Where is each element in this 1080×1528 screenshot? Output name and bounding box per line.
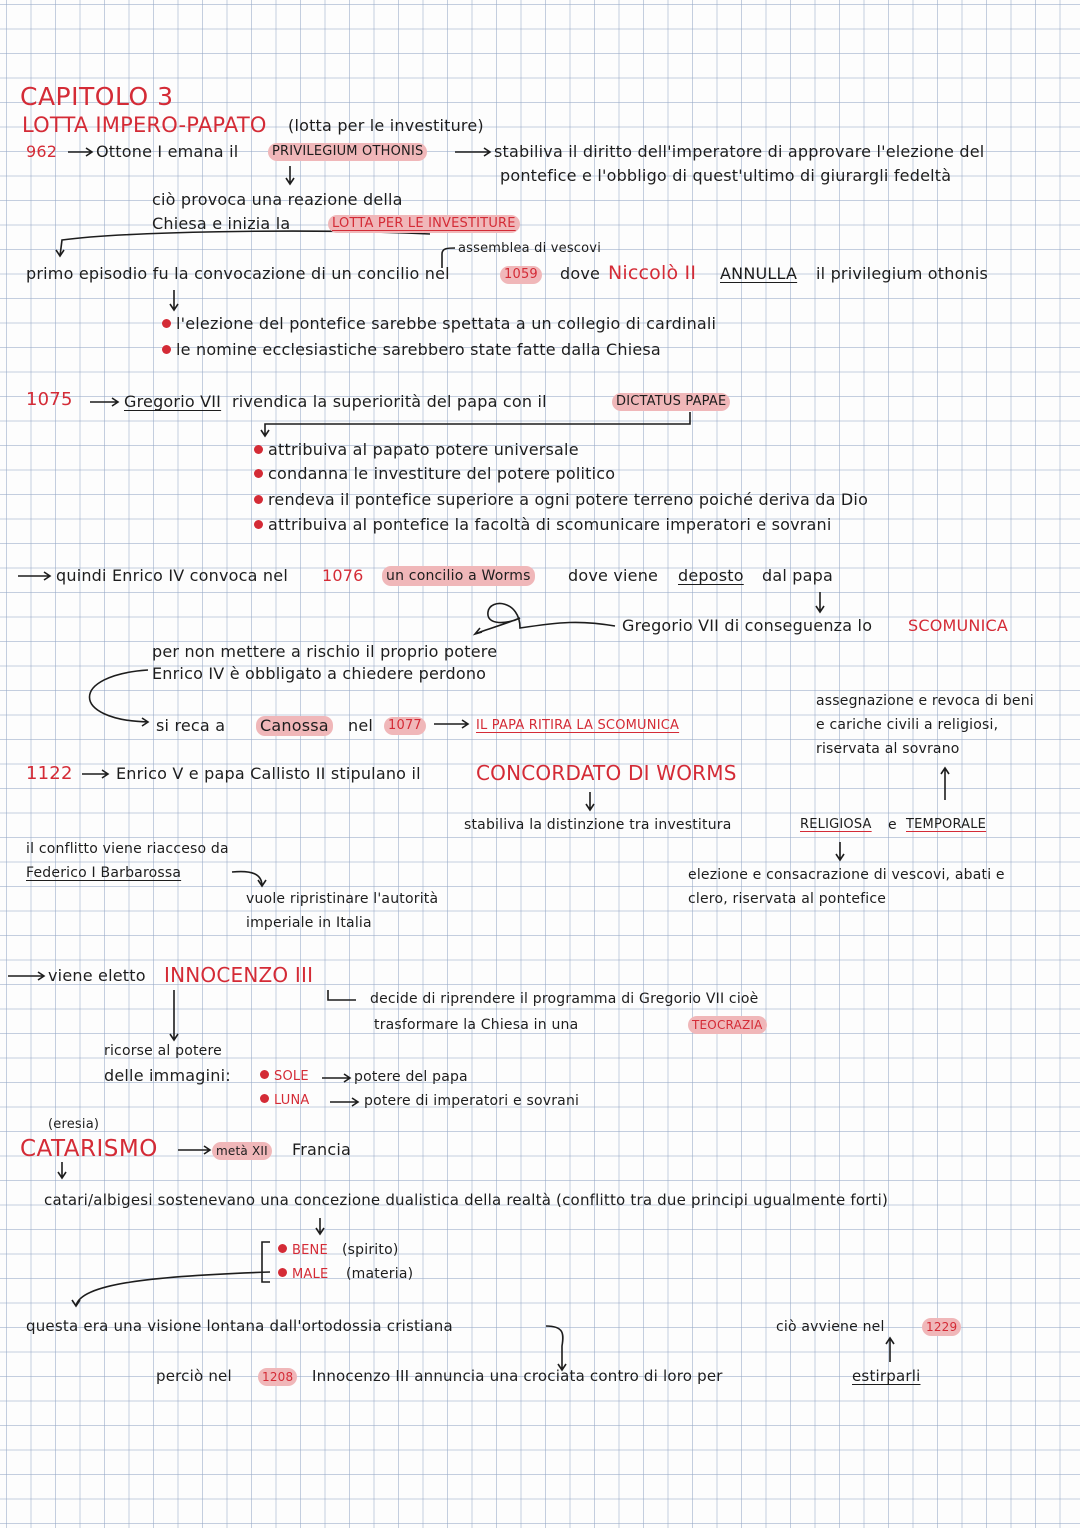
s1059-text-a: primo episodio fu la convocazione di un concilio nel (26, 264, 450, 283)
religiosa-note-1: elezione e consacrazione di vescovi, abati e (688, 867, 1005, 883)
teocrazia: TEOCRAZIA (688, 1016, 767, 1034)
s1076-text-l: nel (348, 716, 374, 735)
bullet-dot (162, 319, 171, 328)
sole-desc: potere del papa (354, 1069, 468, 1085)
deposto: deposto (678, 566, 744, 585)
gregorio-vii: Gregorio VII (124, 392, 222, 411)
estirparli: estirparli (852, 1367, 921, 1385)
s1076-text-f: Gregorio VII di conseguenza lo (622, 616, 873, 635)
s1075-bullet-3: rendeva il pontefice superiore a ogni potere terreno poiché deriva da Dio (254, 490, 868, 510)
concilio-worms: un concilio a Worms (382, 566, 535, 586)
year-1077: 1077 (384, 717, 426, 735)
avviene-text: ciò avviene nel (776, 1319, 885, 1335)
temporale-note-2: e cariche civili a religiosi, (816, 717, 999, 733)
year-1208: 1208 (258, 1368, 297, 1386)
bullet-dot (278, 1244, 287, 1253)
innocenzo-program-1: decide di riprendere il programma di Gregorio VII cioè (370, 991, 759, 1007)
assemblea-note: assemblea di vescovi (458, 241, 602, 256)
s1075-bullet-2: condanna le investiture del potere politico (254, 464, 615, 484)
canossa: Canossa (256, 716, 333, 736)
lotta-investiture: LOTTA PER LE INVESTITURE (328, 215, 520, 233)
male: MALE (278, 1266, 328, 1284)
s1059-text-e: il privilegium othonis (816, 264, 989, 283)
s1076-text-i: Enrico IV è obbligato a chiedere perdono (152, 664, 487, 683)
page-title: CAPITOLO 3 (20, 82, 174, 111)
s1076-text-c: dove viene (568, 566, 659, 585)
s1122-text-e: e (888, 817, 897, 833)
temporale: TEMPORALE (906, 817, 987, 832)
s1059-bullet-2: le nomine ecclesiastiche sarebbero state fatte dalla Chiesa (162, 340, 661, 360)
crociata-text: Innocenzo III annuncia una crociata contro di loro per (312, 1367, 723, 1385)
year-1122: 1122 (26, 763, 73, 784)
barbarossa-note-1: il conflitto viene riacceso da (26, 841, 229, 857)
year-1076: 1076 (322, 566, 364, 585)
chapter-subtitle: LOTTA IMPERO-PAPATO (22, 113, 267, 137)
year-1229: 1229 (922, 1318, 961, 1336)
privilegium-othonis: PRIVILEGIUM OTHONIS (268, 143, 427, 161)
s962-text-f: Chiesa e inizia la (152, 214, 291, 233)
s962-text-c: stabiliva il diritto dell'imperatore di approvare l'elezione del (494, 142, 985, 161)
bullet-dot (254, 469, 263, 478)
bullet-dot (260, 1094, 269, 1103)
sole: SOLE (260, 1068, 309, 1086)
bullet-dot (254, 520, 263, 529)
barbarossa-goal-1: vuole ripristinare l'autorità (246, 891, 439, 907)
meta-xii: metà XII (212, 1142, 272, 1160)
s1059-bullet-1: l'elezione del pontefice sarebbe spettata a un collegio di cardinali (162, 314, 716, 334)
bullet-dot (254, 495, 263, 504)
s962-text-e: ciò provoca una reazione della (152, 190, 403, 209)
s962-text-a: Ottone I emana il (96, 142, 239, 161)
s1075-bullet-4: attribuiva al pontefice la facoltà di scomunicare imperatori e sovrani (254, 515, 832, 535)
s1075-bullet-1: attribuiva al papato potere universale (254, 440, 579, 460)
percio-text: perciò nel (156, 1367, 232, 1385)
innocenzo-iii: INNOCENZO III (164, 963, 314, 987)
s1076-text-e: dal papa (762, 566, 834, 585)
temporale-note-3: riservata al sovrano (816, 741, 960, 757)
eresia-note: (eresia) (48, 1117, 100, 1132)
dictatus-papae: DICTATUS PAPAE (612, 393, 730, 411)
bullet-dot (260, 1070, 269, 1079)
francia: Francia (292, 1140, 352, 1159)
bullet-dot (254, 445, 263, 454)
ortodossia-text: questa era una visione lontana dall'ortodossia cristiana (26, 1317, 453, 1335)
s1122-text-a: Enrico V e papa Callisto II stipulano il (116, 764, 421, 783)
subtitle-note: (lotta per le investiture) (288, 116, 484, 135)
s1122-text-c: stabiliva la distinzione tra investitura (464, 817, 732, 833)
religiosa-note-2: clero, riservata al pontefice (688, 891, 887, 907)
annulla: ANNULLA (720, 264, 798, 283)
year-1075: 1075 (26, 389, 73, 410)
religiosa: RELIGIOSA (800, 817, 872, 832)
year-1059: 1059 (500, 266, 542, 284)
scomunica: SCOMUNICA (908, 616, 1009, 635)
s1076-text-a: quindi Enrico IV convoca nel (56, 566, 288, 585)
s1075-text-b: rivendica la superiorità del papa con il (232, 392, 547, 411)
male-desc: (materia) (346, 1266, 414, 1282)
luna-desc: potere di imperatori e sovrani (364, 1093, 580, 1109)
viene-eletto: viene eletto (48, 966, 146, 985)
catarismo-title: CATARISMO (20, 1136, 158, 1162)
s1059-text-b: dove (560, 264, 601, 283)
barbarossa-goal-2: imperiale in Italia (246, 915, 372, 931)
luna: LUNA (260, 1092, 310, 1110)
federico-barbarossa: Federico I Barbarossa (26, 865, 182, 881)
s962-text-d: pontefice e l'obbligo di quest'ultimo di giurargli fedeltà (500, 166, 952, 185)
bullet-dot (278, 1268, 287, 1277)
immagini-2: delle immagini: (104, 1066, 231, 1085)
temporale-note-1: assegnazione e revoca di beni (816, 693, 1034, 709)
papa-ritira-scomunica: IL PAPA RITIRA LA SCOMUNICA (476, 718, 680, 733)
s1076-text-h: per non mettere a rischio il proprio potere (152, 642, 498, 661)
concordato-worms: CONCORDATO DI WORMS (476, 761, 737, 785)
niccolo-ii: Niccolò II (608, 262, 697, 284)
innocenzo-program-2: trasformare la Chiesa in una (374, 1017, 579, 1033)
bene-desc: (spirito) (342, 1242, 399, 1258)
bullet-dot (162, 345, 171, 354)
immagini-1: ricorse al potere (104, 1043, 222, 1059)
bene: BENE (278, 1242, 328, 1260)
catari-text: catari/albigesi sostenevano una concezione dualistica della realtà (conflitto tra due principi ugualmente forti) (44, 1191, 889, 1209)
year-962: 962 (26, 142, 58, 161)
s1076-text-j: si reca a (156, 716, 226, 735)
